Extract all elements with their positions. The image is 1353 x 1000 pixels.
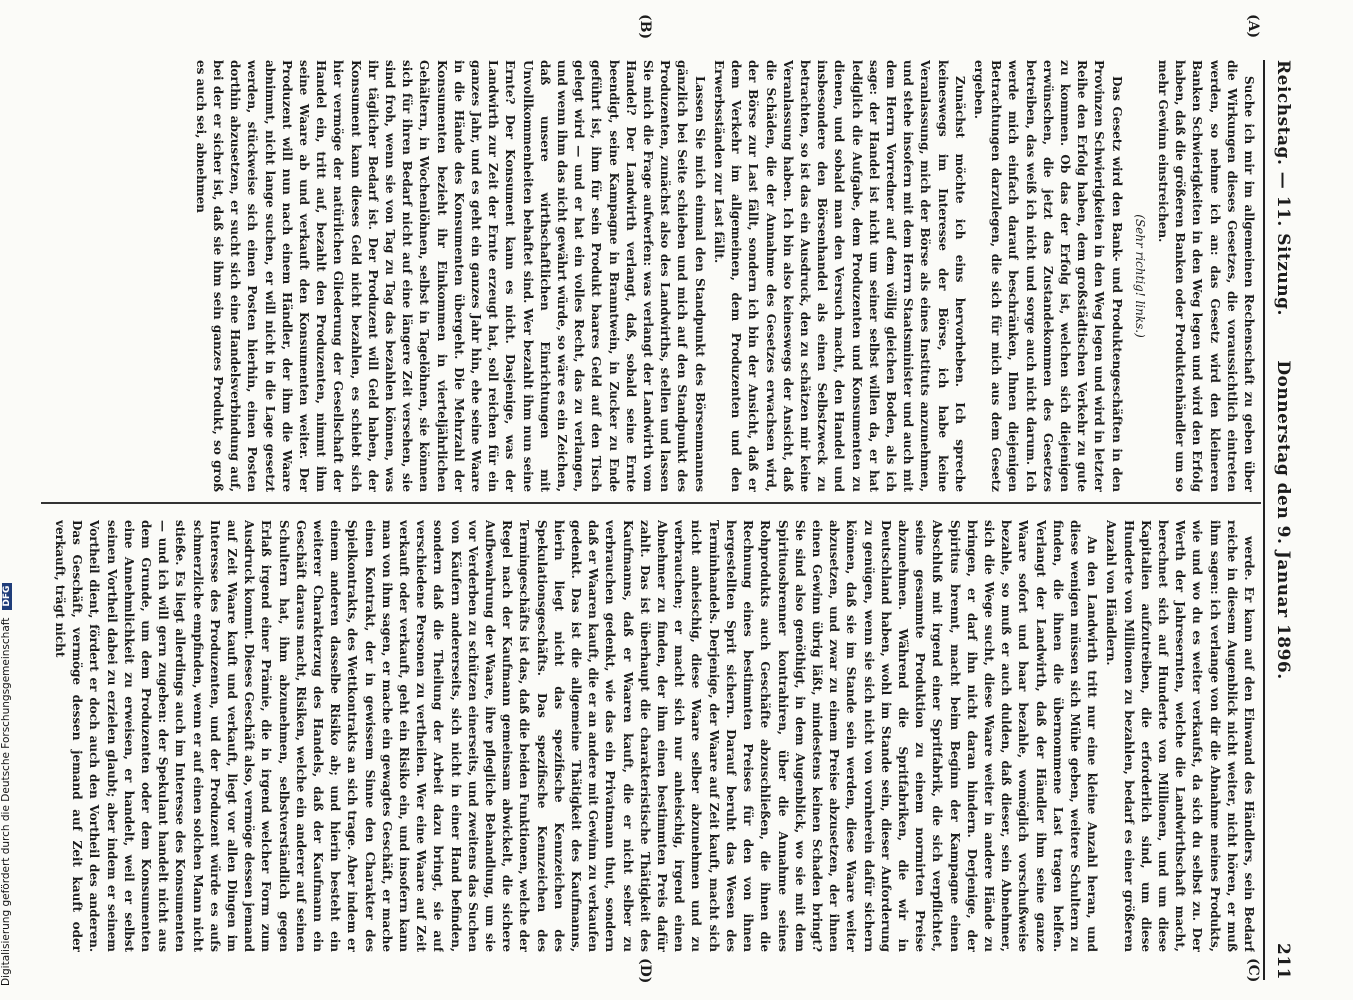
- paragraph: Das Gesetz wird den Bank- und Produktengeschäften in den Provinzen Schwierigkeiten in den Weg legen und wird in letzter Reihe den Erfolg haben, dem großstädtischen Verkehr zu gute zu kommen. Ob das der Erfolg ist, welchen sich diejenigen erwünschen, die jetzt das Zustandekommen des Gesetzes betreiben, das weiß ich nicht und sorge auch nicht darum. Ich werde mich einfach darauf beschränken, Ihnen diejenigen Betrachtungen darzulegen, die sich für mich aus dem Gesetz ergeben.: [971, 60, 1124, 492]
- paragraph: An den Landwirth tritt nur eine kleine Anzahl heran, und diese wenigen müssen sich Mühe geben, weitere Schultern zu finden, die ihnen die übernommene Last tragen helfen. Verlangt der Landwirth, daß der Händler ihm seine ganze Waare sofort und baar bezahle, womöglich vorschußweise bezahle, so muß er auch dulden, daß dieser, sein Abnehmer, sich die Wege sucht, diese Waare weiter in andere Hände zu bringen, er darf ihn nicht daran hindern. Derjenige, der Spiritus brennt, macht beim Beginn der Kampagne einen Abschluß mit irgend einer Spritfabrik, die sich verpflichtet, seine gesammte Produktion zu einem normirten Preise abzunehmen. Während die Spritfabriken, die wir in Deutschland haben, wohl im Stande sein, dieser Anforderung zu genügen, wenn sie sich nicht von vornherein dafür sichern können, daß sie im Stande sein werden, diese Waare weiter abzusetzen, und zwar zu einem Preise abzusetzen, der ihnen einen Gewinn übrig läßt, mindestens keinen Schaden bringt? Sie sind also genöthigt, in dem Augenblick, wo sie mit dem Spirituosbrenner kontrahiren, über die Annahme seines Rohprodukts auch Geschäfte abzuschließen, die ihnen die Rechnung eines bestimmten Preises für den von ihnen hergestellten Sprit sichern. Darauf beruht das Wesen des Terminhandels. Derjenige, der Waare auf Zeit kauft, macht sich nicht anheischig, diese Waare selber abzunehmen und zu verbrauchen; er macht sich nur anheischig, irgend einen Abnehmer zu finden, der ihm einen bestimmten Preis dafür zahlt. Das ist überhaupt die charakteristische Thätigkeit des Kaufmanns, daß er Waaren kauft, die er nicht selber zu verbrauchen gedenkt, wie das ein Privatmann thut, sondern daß er Waaren kauft, die er an andere mit Gewinn zu verkaufen gedenkt. Das ist die allgemeine Thätigkeit des Kaufmanns, hierin liegt nicht das spezifische Kennzeichen des Spekulationsgeschäfts. Das spezifische Kennzeichen des Termingeschäfts ist das, daß die beiden Funktionen, welche der Regel nach der Kaufmann gemeinsam abwickelt, die sichere Aufbewahrung der Waare, ihre pflegliche Behandlung, um sie vor Verderben zu schützen einerseits, und zweitens das Suchen von Käufern andererseits, sich nicht in einer Hand befinden, sondern daß die Theilung der Arbeit dazu bringt, sie auf verschiedene Personen zu vertheilen. Wer eine Waare auf Zeit verkauft oder verkauft, geht ein Risiko ein, und insofern kann man von ihm sagen, er mache ein gewagtes Geschäft, er mache einen Kontrakt, der in gewissem Sinne den Charakter des Spielkontrakts, des Wettkontrakts an sich trage. Aber indem er einem anderen dasselbe Risiko ab; und hierin besteht ein weiterer Charakterzug des Handels, daß der Kaufmann ein Geschäft daraus macht, Risiken, welche ein anderer auf seinen Schultern hat, ihm abzunehmen, selbstverständlich gegen Erlaß irgend einer Prämie, die in irgend welcher Form zum Ausdruck kommt. Dieses Geschäft also, vermöge dessen jemand auf Zeit Waare kauft und verkauft, liegt vor allen Dingen im Interesse des Produzenten, und der Produzent würde es aufs schmerzliche empfinden, wenn er auf einen solchen Mann nicht stieße. Es liegt allerdings auch im Interesse des Konsumenten — und ich will gern zugeben: der Spekulant handelt nicht aus dem Grunde, um dem Produzenten oder dem Konsumenten eine Annehmlichkeit zu erweisen, er handelt, weil er selbst seinen Vortheil dabei zu erzielen glaubt; aber indem er seinem Vortheil dient, fördert er doch auch den Vortheil des anderen. Das Geschäft, vermöge dessen jemand auf Zeit kauft oder verkauft, trägt nicht: [52, 520, 1100, 952]
- header-session: Reichstag. — 11. Sitzung.: [1273, 60, 1293, 316]
- header-page-number: 211: [1273, 943, 1293, 980]
- paragraph: Suche ich mir im allgemeinen Rechenschaft zu geben über die Wirkungen dieses Gesetzes, die voraussichtlich eintreten werden, so nehme ich an: das Gesetz wird den kleineren Banken Schwierigkeiten in den Weg legen und wird den Erfolg haben, daß die größeren Banken oder Produktenhändler um so mehr Gewinn einstreichen.: [1155, 60, 1256, 492]
- margin-marker-c: (C): [1245, 958, 1261, 983]
- header-rule: [1263, 60, 1265, 980]
- page-header: [1269, 60, 1293, 980]
- left-text-column: [42, 60, 1257, 492]
- interjection: (Sehr richtig! links.): [1132, 214, 1147, 338]
- margin-marker-b: (B): [637, 14, 653, 40]
- paragraph: werde. Er kann auf den Einwand des Händlers, sein Bedarf reiche in diesem Augenblick nicht weiter, nicht hören, er muß ihm sagen: ich verlange von dir die Abnahme meines Produkts, wie und wo du es weiter verkaufst, da sich du selbst zu. Der Werth der Jahresernten, welche die Landwirthschaft macht, berechnet sich auf Hunderte von Millionen, und um diese Kapitalien aufzutreiben, die erforderlich sind, um diese Hunderte von Millionen zu bezahlen, bedarf es einer größeren Anzahl von Händlern.: [1104, 520, 1256, 952]
- right-text-column: [42, 520, 1257, 952]
- dfg-logo: DFG: [2, 583, 12, 610]
- margin-marker-d: (D): [637, 958, 653, 984]
- paragraph: Lassen Sie mich einmal den Standpunkt des Börsenmannes gänzlich bei Seite schieben und mich auf den Standpunkt des Produzenten, zunächst also des Landwirths, stellen und lassen Sie mich die Frage aufwerfen: was verlangt der Landwirth vom Handel? Der Landwirth verlangt, daß, sobald seine Ernte beendigt, seine Kampagne in Branntwein, in Zucker zu Ende geführt ist, ihm für sein Produkt baares Geld auf den Tisch gelegt wird — und er hat ein volles Recht, das zu verlangen, und wenn ihm das nicht gewährt würde, so wäre es ein Zeichen, daß unsere wirthschaftlichen Einrichtungen mit Unvollkommenheiten behaftet sind. Wer bezahlt ihm nun seine Ernte? Der Konsument kann es nicht. Dasjenige, was der Landwirth zur Zeit der Ernte erzeugt hat, soll reichen für ein ganzes Jahr, und es geht ein ganzes Jahr hin, ehe seine Waare in die Hände des Konsumenten übergeht. Die Mehrzahl der Konsumenten bezieht ihr Einkommen in vierteljährlichen Gehältern, in Wochenlöhnen, selbst in Tagelöhnen, sie können sich für ihren Bedarf nicht auf eine längere Zeit versehen, sie sind froh, wenn sie von Tag zu Tag das bezahlen können, was ihr täglicher Bedarf ist. Der Produzent will Geld haben, der Konsument kann dieses Geld nicht bezahlen, es schiebt sich hier vermöge der natürlichen Gliederung der Gesellschaft der Handel ein, tritt auf, bezahlt den Produzenten, nimmt ihm seine Waare ab und verkauft den Konsumenten weiter. Der Produzent will nun nach einem Händler, der ihm die Waare abnimmt, nicht lange suchen, er will nicht in die Lage gesetzt werden, stückweise sich einen Posten hierhin, einen Posten dorthin abzusetzen, er sucht sich eine Handelsverbindung auf, bei der er sicher ist, daß sie ihm sein ganzes Produkt, so groß es auch sei, abnehmen: [193, 60, 707, 492]
- header-date: Donnerstag den 9. Januar 1896.: [1273, 360, 1293, 680]
- digitization-credit: [0, 0, 14, 1000]
- paragraph: Zunächst möchte ich eins hervorheben. Ich spreche keineswegs im Interesse der Börse, ich habe keine Veranlassung, mich der Börse als eines Instituts anzunehmen, und stehe insofern mit dem Herrn Staatsminister und auch mit dem Herrn Vorredner auf dem völlig gleichen Boden, als ich sage: der Handel ist nicht um seiner selbst willen da, er hat lediglich die Aufgabe, dem Produzenten und Konsumenten zu dienen, und sobald man den Versuch macht, den Handel und insbesondere den Börsenhandel als einen Selbstzweck zu betrachten, so ist das ein Ausdruck, den zu schätzen mir keine Veranlassung haben. Ich bin also keineswegs der Ansicht, daß die Schäden, die der Annahme des Gesetzes erwachsen wird, der Börse zur Last fällt, sondern ich bin der Ansicht, daß er dem Verkehr im allgemeinen, dem Produzenten und den Erwerbsständen zur Last fällt.: [711, 60, 967, 492]
- credit-text: Digitalisierung gefördert durch die Deutsche Forschungsgemeinschaft: [0, 617, 12, 986]
- margin-marker-a: (A): [1245, 14, 1261, 39]
- column-divider: [41, 502, 1261, 504]
